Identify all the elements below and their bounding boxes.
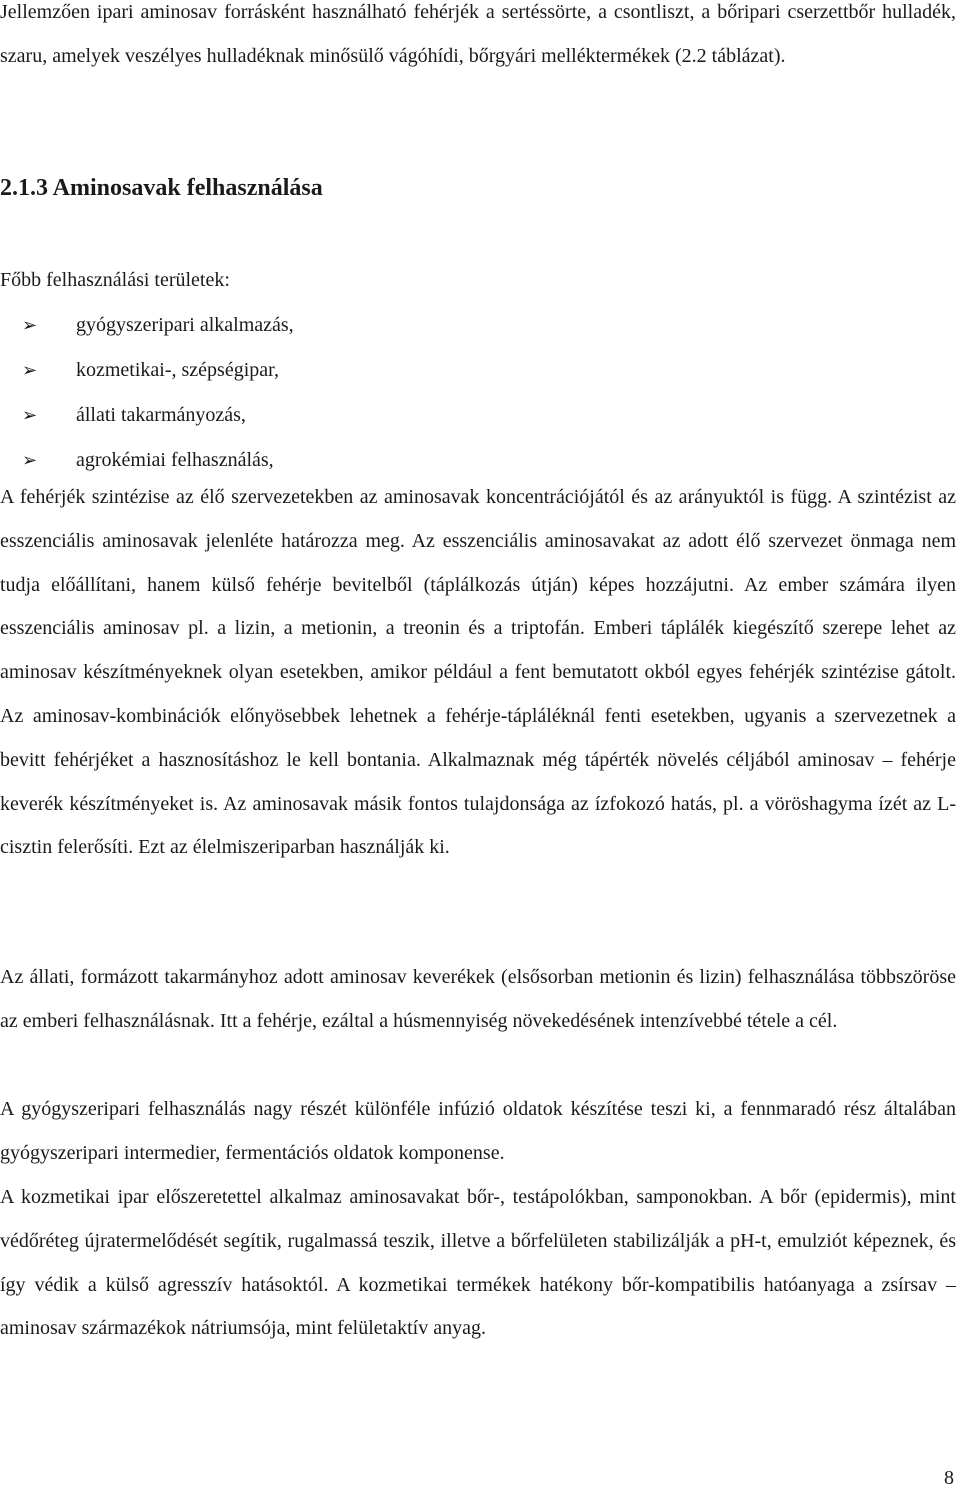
paragraph-cosmetics: A kozmetikai ipar előszeretettel alkalmaz aminosavakat bőr-, testápolókban, samponokban. A bőr (epidermis), mint védőréteg újratermelődését segítik, rugalmassá teszik, illetve a bőrfelületen stabilizálják a pH-t, emulziót képeznek, és így védik a külső agresszív hatásoktól. A kozmetikai termékek hatékony bőr-kompatibilis hatóanyaga a zsírsav – aminosav származékok nátriumsója, mint felületaktív anyag.	[0, 1186, 956, 1340]
arrowhead-bullet-icon: ➢	[22, 315, 38, 336]
list-intro: Főbb felhasználási területek:	[0, 269, 230, 291]
paragraph-pharma: A gyógyszeripari felhasználás nagy részét különféle infúzió oldatok készítése teszi ki, a fennmaradó rész általában gyógyszeripari intermedier, fermentációs oldatok komponense.	[0, 1098, 956, 1164]
arrowhead-bullet-icon: ➢	[22, 360, 38, 381]
list-item	[0, 303, 294, 348]
paragraph-synthesis: A fehérjék szintézise az élő szervezetekben az aminosavak koncentrációjától és az arányuktól is függ. A szintézist az esszenciális aminosavak jelenléte határozza meg. Az esszenciális aminosavakat az adott élő szervezet önmaga nem tudja előállítani, hanem külső fehérje bevitelből (táplálkozás útján) képes hozzájutni. Az ember számára ilyen esszenciális aminosav pl. a lizin, a metionin, a treonin és a triptofán. Emberi táplálék kiegészítő szerepe lehet az aminosav készítményeknek olyan esetekben, amikor például a fent bemutatott okból egyes fehérjék szintézise gátolt. Az aminosav-kombinációk előnyösebbek lehetnek a fehérje-tápláléknál fenti esetekben, ugyanis a szervezetnek a bevitt fehérjéket a hasznosításhoz le kell bontania. Alkalmaznak még tápérték növelés céljából aminosav – fehérje keverék készítményeket is. Az aminosavak másik fontos tulajdonsága az ízfokozó hatás, pl. a vöröshagyma ízét az L-cisztin felerősíti. Ezt az élelmiszeriparban használják ki.	[0, 486, 956, 859]
list-item-text: gyógyszeripari alkalmazás,	[76, 314, 294, 336]
arrowhead-bullet-icon: ➢	[22, 450, 38, 471]
list-item-text: kozmetikai-, szépségipar,	[76, 359, 280, 381]
usage-list	[0, 303, 294, 483]
section-heading: 2.1.3 Aminosavak felhasználása	[0, 175, 323, 201]
list-item-text: állati takarmányozás,	[76, 404, 246, 426]
list-item-text: agrokémiai felhasználás,	[76, 449, 274, 471]
page-number: 8	[944, 1467, 954, 1489]
arrowhead-bullet-icon: ➢	[22, 405, 38, 426]
list-item	[0, 348, 294, 393]
intro-paragraph: Jellemzően ipari aminosav forrásként használható fehérjék a sertéssörte, a csontliszt, a bőripari cserzettbőr hulladék, szaru, amelyek veszélyes hulladéknak minősülő vágóhídi, bőrgyári melléktermékek (2.2 táblázat).	[0, 1, 956, 67]
paragraph-animal-feed: Az állati, formázott takarmányhoz adott aminosav keverékek (elsősorban metionin és lizin) felhasználása többszöröse az emberi felhasználásnak. Itt a fehérje, ezáltal a húsmennyiség növekedésének intenzívebbé tétele a cél.	[0, 966, 956, 1032]
list-item	[0, 393, 294, 438]
